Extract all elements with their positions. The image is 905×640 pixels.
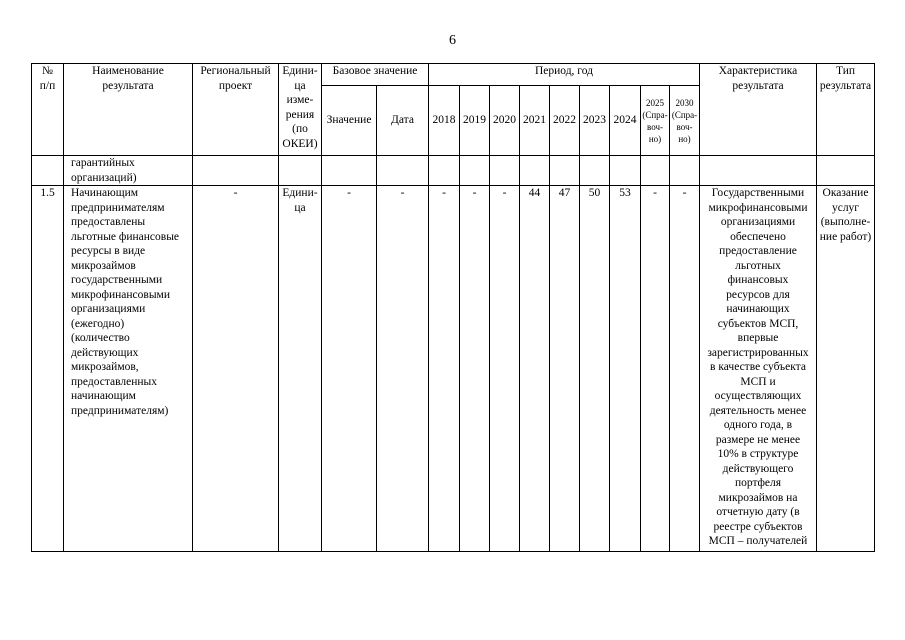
- cont-unit: [279, 156, 322, 186]
- header-year-2018: 2018: [429, 86, 460, 156]
- cont-2019: [460, 156, 490, 186]
- header-base-value-date: Дата: [377, 86, 429, 156]
- cont-2030: [670, 156, 700, 186]
- header-year-2019: 2019: [460, 86, 490, 156]
- row-regional-project: -: [193, 186, 279, 552]
- cont-2023: [580, 156, 610, 186]
- cont-name: гарантийных организаций): [64, 156, 193, 186]
- row-name: Начинающим предпринимателям предоставлены льготные финансовые ресурсы в виде микрозаймов государственными микрофинансовыми организациями (ежегодно) (количество действующих микрозаймов, предоставленных начинающим предпринимателям): [64, 186, 193, 552]
- result-row-1-5: [32, 186, 875, 552]
- row-2018: -: [429, 186, 460, 552]
- header-base-value: Базовое значение: [322, 64, 429, 86]
- cont-2025: [641, 156, 670, 186]
- header-num: № п/п: [32, 64, 64, 156]
- row-2020: -: [490, 186, 520, 552]
- row-base-date: -: [377, 186, 429, 552]
- header-type: Тип результата: [817, 64, 875, 156]
- header-name: Наименование результата: [64, 64, 193, 156]
- header-year-2024: 2024: [610, 86, 641, 156]
- header-row-1: [32, 64, 875, 86]
- row-2025: -: [641, 186, 670, 552]
- results-table: [31, 63, 875, 552]
- cont-2018: [429, 156, 460, 186]
- cont-2022: [550, 156, 580, 186]
- row-unit: Едини- ца: [279, 186, 322, 552]
- continuation-row: [32, 156, 875, 186]
- row-2024: 53: [610, 186, 641, 552]
- header-year-2021: 2021: [520, 86, 550, 156]
- row-2019: -: [460, 186, 490, 552]
- header-base-value-value: Значение: [322, 86, 377, 156]
- row-2030: -: [670, 186, 700, 552]
- cont-num: [32, 156, 64, 186]
- cont-2020: [490, 156, 520, 186]
- header-period: Период, год: [429, 64, 700, 86]
- cont-regional: [193, 156, 279, 186]
- header-year-2022: 2022: [550, 86, 580, 156]
- header-year-2020: 2020: [490, 86, 520, 156]
- cont-base-date: [377, 156, 429, 186]
- row-type: Оказание услуг (выполне- ние работ): [817, 186, 875, 552]
- row-2021: 44: [520, 186, 550, 552]
- cont-2021: [520, 156, 550, 186]
- header-regional-project: Региональный проект: [193, 64, 279, 156]
- header-year-2023: 2023: [580, 86, 610, 156]
- row-2023: 50: [580, 186, 610, 552]
- page-number: 6: [449, 33, 456, 48]
- cont-2024: [610, 156, 641, 186]
- header-year-2025: 2025 (Спра- воч- но): [641, 86, 670, 156]
- header-characteristic: Характеристика результата: [700, 64, 817, 156]
- header-unit: Едини- ца изме- рения (по ОКЕИ): [279, 64, 322, 156]
- row-characteristic: Государственными микрофинансовыми организациями обеспечено предоставление льготных финансовых ресурсов для начинающих субъектов МСП, впервые зарегистрированных в качестве субъекта МСП и осуществляющих деятельность менее одного года, в размере не менее 10% в структуре действующего портфеля микрозаймов на отчетную дату (в реестре субъектов МСП – получателей: [700, 186, 817, 552]
- header-year-2030: 2030 (Спра- воч- но): [670, 86, 700, 156]
- row-2022: 47: [550, 186, 580, 552]
- cont-characteristic: [700, 156, 817, 186]
- row-num: 1.5: [32, 186, 64, 552]
- cont-base-value: [322, 156, 377, 186]
- cont-type: [817, 156, 875, 186]
- row-base-value: -: [322, 186, 377, 552]
